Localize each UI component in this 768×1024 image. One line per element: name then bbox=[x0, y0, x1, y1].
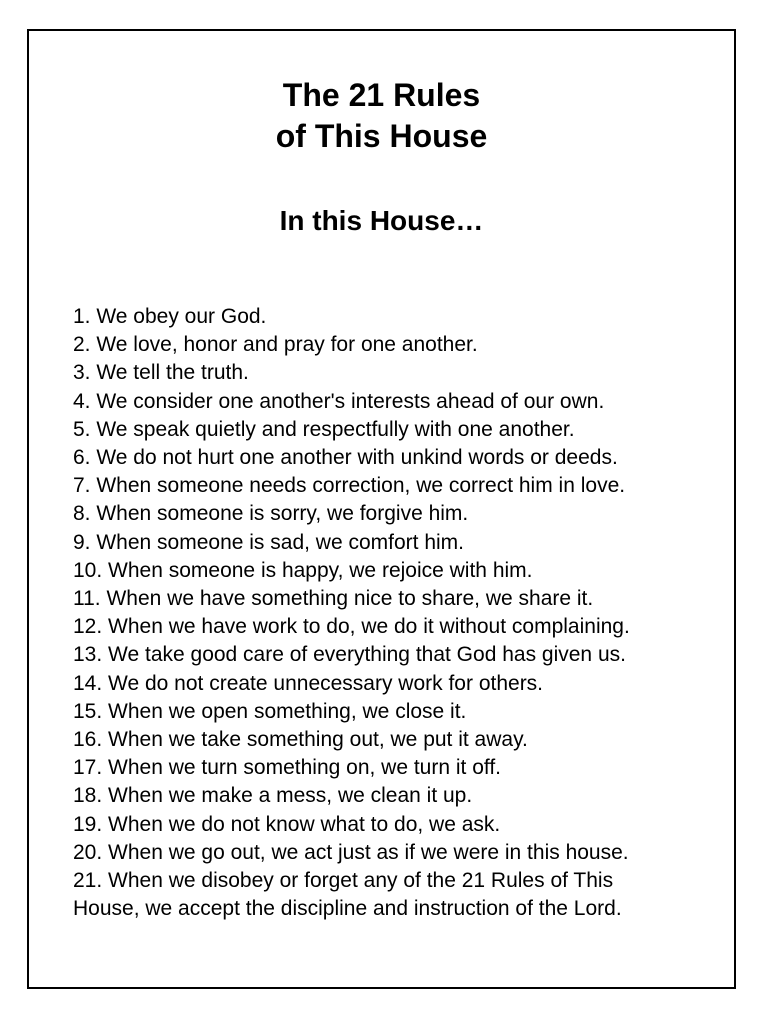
rule-line: 19. When we do not know what to do, we ask. bbox=[73, 812, 501, 836]
rule-line: 9. When someone is sad, we comfort him. bbox=[73, 530, 464, 554]
rule-line: 15. When we open something, we close it. bbox=[73, 699, 467, 723]
rule-line: 7. When someone needs correction, we correct him in love. bbox=[73, 474, 626, 498]
rule-line: 2. We love, honor and pray for one another. bbox=[73, 333, 478, 357]
rule-line: 6. We do not hurt one another with unkind words or deeds. bbox=[73, 446, 618, 470]
rule-line: 8. When someone is sorry, we forgive him. bbox=[73, 502, 469, 526]
subtitle: In this House… bbox=[279, 205, 484, 236]
rule-line: 3. We tell the truth. bbox=[73, 361, 249, 385]
rule-line: 16. When we take something out, we put it away. bbox=[73, 728, 528, 752]
rule-line: 10. When someone is happy, we rejoice with him. bbox=[73, 558, 533, 582]
title-line-1: The 21 Rules bbox=[282, 77, 481, 113]
rule-line: 4. We consider one another's interests ahead of our own. bbox=[73, 389, 605, 413]
rule-line: 17. When we turn something on, we turn it off. bbox=[73, 756, 502, 780]
page-frame bbox=[27, 29, 736, 989]
rule-line: 5. We speak quietly and respectfully with one another. bbox=[73, 417, 575, 441]
rule-line: 18. When we make a mess, we clean it up. bbox=[73, 784, 473, 808]
rule-line: 12. When we have work to do, we do it without complaining. bbox=[73, 615, 630, 639]
title-line-2: of This House bbox=[275, 118, 488, 154]
rule-line: 14. We do not create unnecessary work for others. bbox=[73, 671, 544, 695]
rule-line: 1. We obey our God. bbox=[73, 305, 267, 328]
rule-line: House, we accept the discipline and instruction of the Lord. bbox=[73, 897, 622, 921]
rule-line: 21. When we disobey or forget any of the 21 Rules of This bbox=[73, 869, 614, 893]
rules-list bbox=[73, 303, 723, 923]
rule-line: 11. When we have something nice to share, we share it. bbox=[73, 587, 594, 611]
rule-line: 20. When we go out, we act just as if we were in this house. bbox=[73, 840, 629, 864]
page-title bbox=[29, 75, 734, 157]
rule-line: 13. We take good care of everything that God has given us. bbox=[73, 643, 626, 667]
